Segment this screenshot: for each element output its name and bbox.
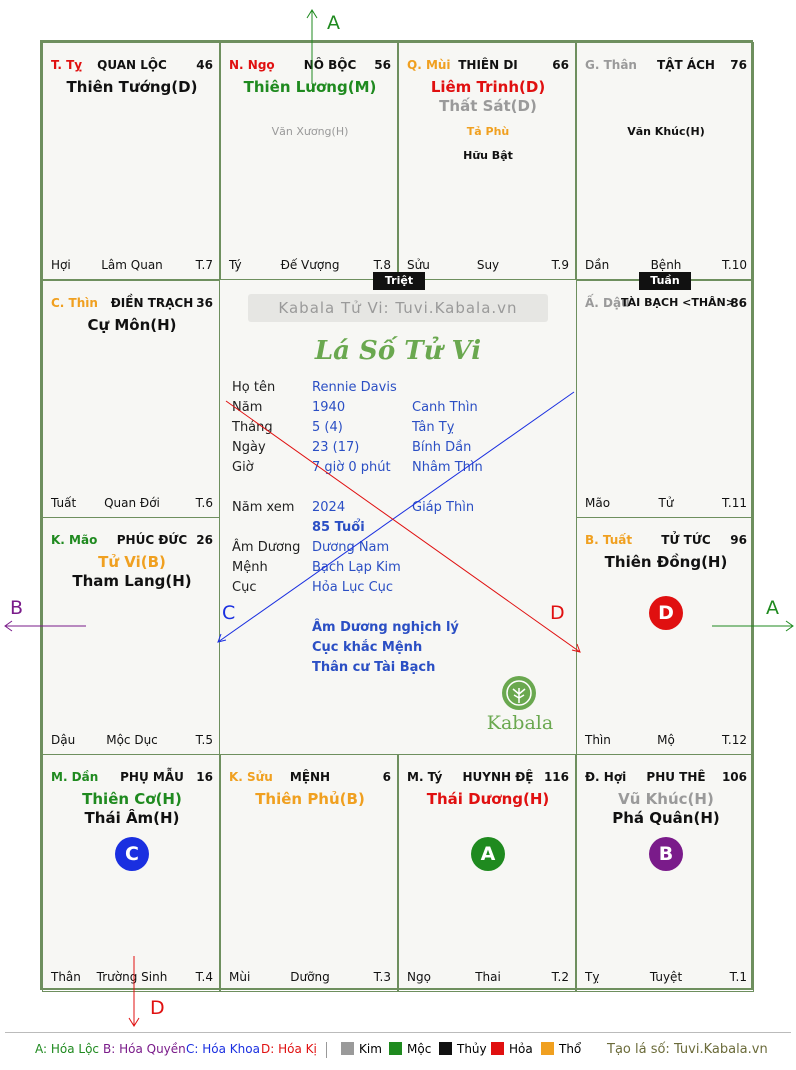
main-star: Liêm Trinh(D): [430, 78, 546, 96]
branch-label: K. Sửu: [229, 770, 273, 784]
foot-center: Lâm Quan: [101, 258, 163, 272]
note-2: Cục khắc Mệnh: [312, 640, 423, 655]
foot-right: T.2: [551, 970, 569, 984]
main-star: Vũ Khúc(H): [618, 790, 714, 808]
value-thang: 5 (4): [312, 420, 343, 435]
foot-right: T.1: [729, 970, 747, 984]
legend-moc: [389, 1042, 431, 1056]
label-ho-ten: Họ tên: [232, 380, 276, 395]
value-am-duong: Dương Nam: [312, 540, 390, 555]
value-nam-xem: 2024: [312, 500, 346, 515]
minor-star-2: Hữu Bật: [463, 149, 513, 162]
foot-left: Tý: [229, 258, 242, 272]
moc-label: Mộc: [407, 1042, 432, 1056]
branch-label: Ấ. Dậu: [585, 296, 630, 310]
foot-center: Quan Đới: [104, 496, 160, 510]
branch-label: M. Dần: [51, 770, 99, 784]
legend-separator: [326, 1042, 327, 1058]
palace-number: 46: [196, 58, 213, 72]
main-star-2: Thất Sát(D): [439, 97, 537, 115]
can-chi-nam-xem: Giáp Thìn: [412, 500, 475, 515]
palace-name: TÀI BẠCH <THÂN>: [621, 296, 735, 309]
palace-number: 96: [730, 533, 747, 547]
palace-number: 106: [721, 770, 747, 784]
value-ngay: 23 (17): [312, 440, 360, 455]
hoa-quyen-badge: B: [649, 837, 683, 871]
thuy-swatch: [439, 1042, 452, 1055]
main-star: Thiên Tướng(D): [66, 78, 198, 96]
age: 85 Tuổi: [312, 520, 365, 535]
palace-number: 36: [196, 296, 213, 310]
label-gio: Giờ: [232, 460, 254, 475]
arrow-d-label: D: [550, 602, 565, 624]
foot-left: Tỵ: [585, 970, 600, 984]
label-thang: Tháng: [232, 420, 273, 435]
foot-right: T.8: [373, 258, 391, 272]
hoa-loc-badge: A: [471, 837, 505, 871]
foot-left: Mùi: [229, 970, 251, 984]
branch-label: K. Mão: [51, 533, 98, 547]
palace-name: TẬT ÁCH: [657, 58, 715, 72]
foot-right: T.5: [195, 733, 213, 747]
legend-thuy: [439, 1042, 487, 1056]
label-menh: Mệnh: [232, 560, 268, 575]
kabala-logo-text: Kabala: [486, 712, 554, 734]
tho-swatch: [541, 1042, 554, 1055]
main-star: Thiên Phủ(B): [255, 790, 365, 808]
branch-label: B. Tuất: [585, 533, 633, 547]
main-star: Tử Vi(B): [98, 553, 166, 571]
branch-label: Đ. Hợi: [585, 770, 627, 784]
legend-divider: [5, 1032, 791, 1033]
kim-label: Kim: [359, 1042, 382, 1056]
foot-left: Mão: [585, 496, 611, 510]
foot-center: Thai: [475, 970, 501, 984]
foot-right: T.4: [195, 970, 213, 984]
arrow-d-bottom-label: D: [150, 997, 165, 1019]
palace-name: MỆNH: [289, 770, 331, 784]
label-am-duong: Âm Dương: [232, 540, 301, 555]
foot-center: Đế Vượng: [280, 258, 340, 272]
foot-center: Trường Sinh: [96, 970, 168, 984]
arrow-a-right-label: A: [766, 597, 779, 619]
foot-right: T.7: [195, 258, 213, 272]
arrow-a-top-label: A: [327, 12, 340, 34]
palace-number: 86: [730, 296, 747, 310]
foot-right: T.10: [722, 258, 747, 272]
foot-left: Ngọ: [407, 970, 431, 984]
palace-number: 26: [196, 533, 213, 547]
main-star: Thiên Cơ(H): [82, 790, 182, 808]
tuan-tag: Tuần: [639, 272, 691, 290]
palace-name: PHỤ MẪU: [120, 770, 184, 784]
arrow-c-line: [218, 392, 574, 642]
arrow-b-left-label: B: [10, 597, 24, 619]
minor-star: Văn Xương(H): [271, 125, 349, 138]
hoa-ki-badge: D: [649, 596, 683, 630]
site-watermark: Kabala Tử Vi: Tuvi.Kabala.vn: [248, 294, 548, 322]
hoa-label: Hỏa: [509, 1042, 533, 1056]
foot-left: Dậu: [51, 733, 76, 747]
palace-name: QUAN LỘC: [97, 58, 167, 72]
can-chi-nam: Canh Thìn: [412, 400, 478, 415]
main-star-2: Phá Quân(H): [612, 809, 720, 827]
foot-right: T.9: [551, 258, 569, 272]
branch-label: M. Tý: [407, 770, 443, 784]
main-star-2: Thái Âm(H): [84, 809, 180, 827]
value-nam: 1940: [312, 400, 346, 415]
label-cuc: Cục: [232, 580, 257, 595]
legend-tho: [541, 1042, 581, 1056]
arrow-d-line: [226, 401, 580, 652]
palace-number: 116: [543, 770, 569, 784]
palace-name: NÔ BỘC: [303, 58, 357, 72]
label-ngay: Ngày: [232, 440, 266, 455]
label-nam-xem: Năm xem: [232, 500, 295, 515]
legend-kim: [341, 1042, 382, 1056]
foot-left: Hợi: [51, 258, 71, 272]
legend-hoa-quyen: B: Hóa Quyền: [103, 1042, 186, 1056]
foot-center: Mộ: [657, 733, 675, 747]
main-star: Thiên Lương(M): [243, 78, 377, 96]
minor-star: Tả Phù: [466, 125, 510, 138]
foot-center: Dưỡng: [290, 970, 330, 984]
main-star: Thái Dương(H): [426, 790, 550, 808]
branch-label: C. Thìn: [51, 296, 98, 310]
hoa-khoa-badge: C: [115, 837, 149, 871]
palace-name: PHÚC ĐỨC: [116, 533, 188, 547]
legend-hoa-khoa: C: Hóa Khoa: [186, 1042, 260, 1056]
legend-hoa: [491, 1042, 533, 1056]
palace-number: 16: [196, 770, 213, 784]
value-cuc: Hỏa Lục Cục: [312, 580, 394, 595]
foot-left: Tuất: [51, 496, 77, 510]
foot-left: Sửu: [407, 258, 430, 272]
kim-swatch: [341, 1042, 354, 1055]
foot-left: Thìn: [585, 733, 611, 747]
can-chi-ngay: Bính Dần: [412, 440, 472, 455]
arrow-c-label: C: [222, 602, 236, 624]
foot-left: Dần: [585, 258, 610, 272]
chart-title: Lá Số Tử Vi: [314, 336, 482, 366]
value-menh: Bạch Lạp Kim: [312, 560, 401, 575]
foot-right: T.12: [722, 733, 747, 747]
triet-tag: Triệt: [373, 272, 425, 290]
can-chi-gio: Nhâm Thìn: [412, 460, 483, 475]
main-star: Cự Môn(H): [87, 316, 177, 334]
palace-number: 66: [552, 58, 569, 72]
legend-site-link[interactable]: Tạo lá số: Tuvi.Kabala.vn: [607, 1042, 768, 1057]
can-chi-thang: Tân Tỵ: [412, 420, 455, 435]
branch-label: Q. Mùi: [407, 58, 451, 72]
thuy-label: Thủy: [457, 1042, 487, 1056]
moc-swatch: [389, 1042, 402, 1055]
palace-name: TỬ TỨC: [661, 533, 711, 547]
foot-center: Tử: [658, 496, 674, 510]
foot-center: Bệnh: [650, 258, 682, 272]
palace-name: THIÊN DI: [458, 58, 518, 72]
foot-right: T.3: [373, 970, 391, 984]
foot-center: Tuyệt: [649, 970, 683, 984]
foot-right: T.6: [195, 496, 213, 510]
palace-name: PHU THÊ: [646, 770, 706, 784]
minor-star: Văn Khúc(H): [627, 125, 705, 138]
palace-name: ĐIỀN TRẠCH: [110, 296, 194, 310]
tho-label: Thổ: [559, 1042, 582, 1056]
palace-number: 6: [382, 770, 391, 784]
value-ho-ten: Rennie Davis: [312, 380, 397, 395]
palace-name: HUYNH ĐỆ: [462, 770, 534, 784]
palace-number: 56: [374, 58, 391, 72]
hoa-swatch: [491, 1042, 504, 1055]
note-3: Thân cư Tài Bạch: [312, 660, 436, 675]
foot-center: Suy: [476, 258, 500, 272]
label-nam: Năm: [232, 400, 263, 415]
branch-label: G. Thân: [585, 58, 637, 72]
branch-label: T. Tỵ: [51, 58, 83, 72]
foot-right: T.11: [722, 496, 747, 510]
main-star: Thiên Đồng(H): [604, 553, 728, 571]
foot-center: Mộc Dục: [106, 733, 158, 747]
value-gio: 7 giờ 0 phút: [312, 460, 391, 475]
legend-hoa-loc: A: Hóa Lộc: [35, 1042, 100, 1056]
note-1: Âm Dương nghịch lý: [312, 620, 459, 635]
main-star-2: Tham Lang(H): [72, 572, 192, 590]
palace-number: 76: [730, 58, 747, 72]
branch-label: N. Ngọ: [229, 58, 275, 72]
foot-left: Thân: [51, 970, 81, 984]
legend-hoa-ki: D: Hóa Kị: [261, 1042, 317, 1056]
